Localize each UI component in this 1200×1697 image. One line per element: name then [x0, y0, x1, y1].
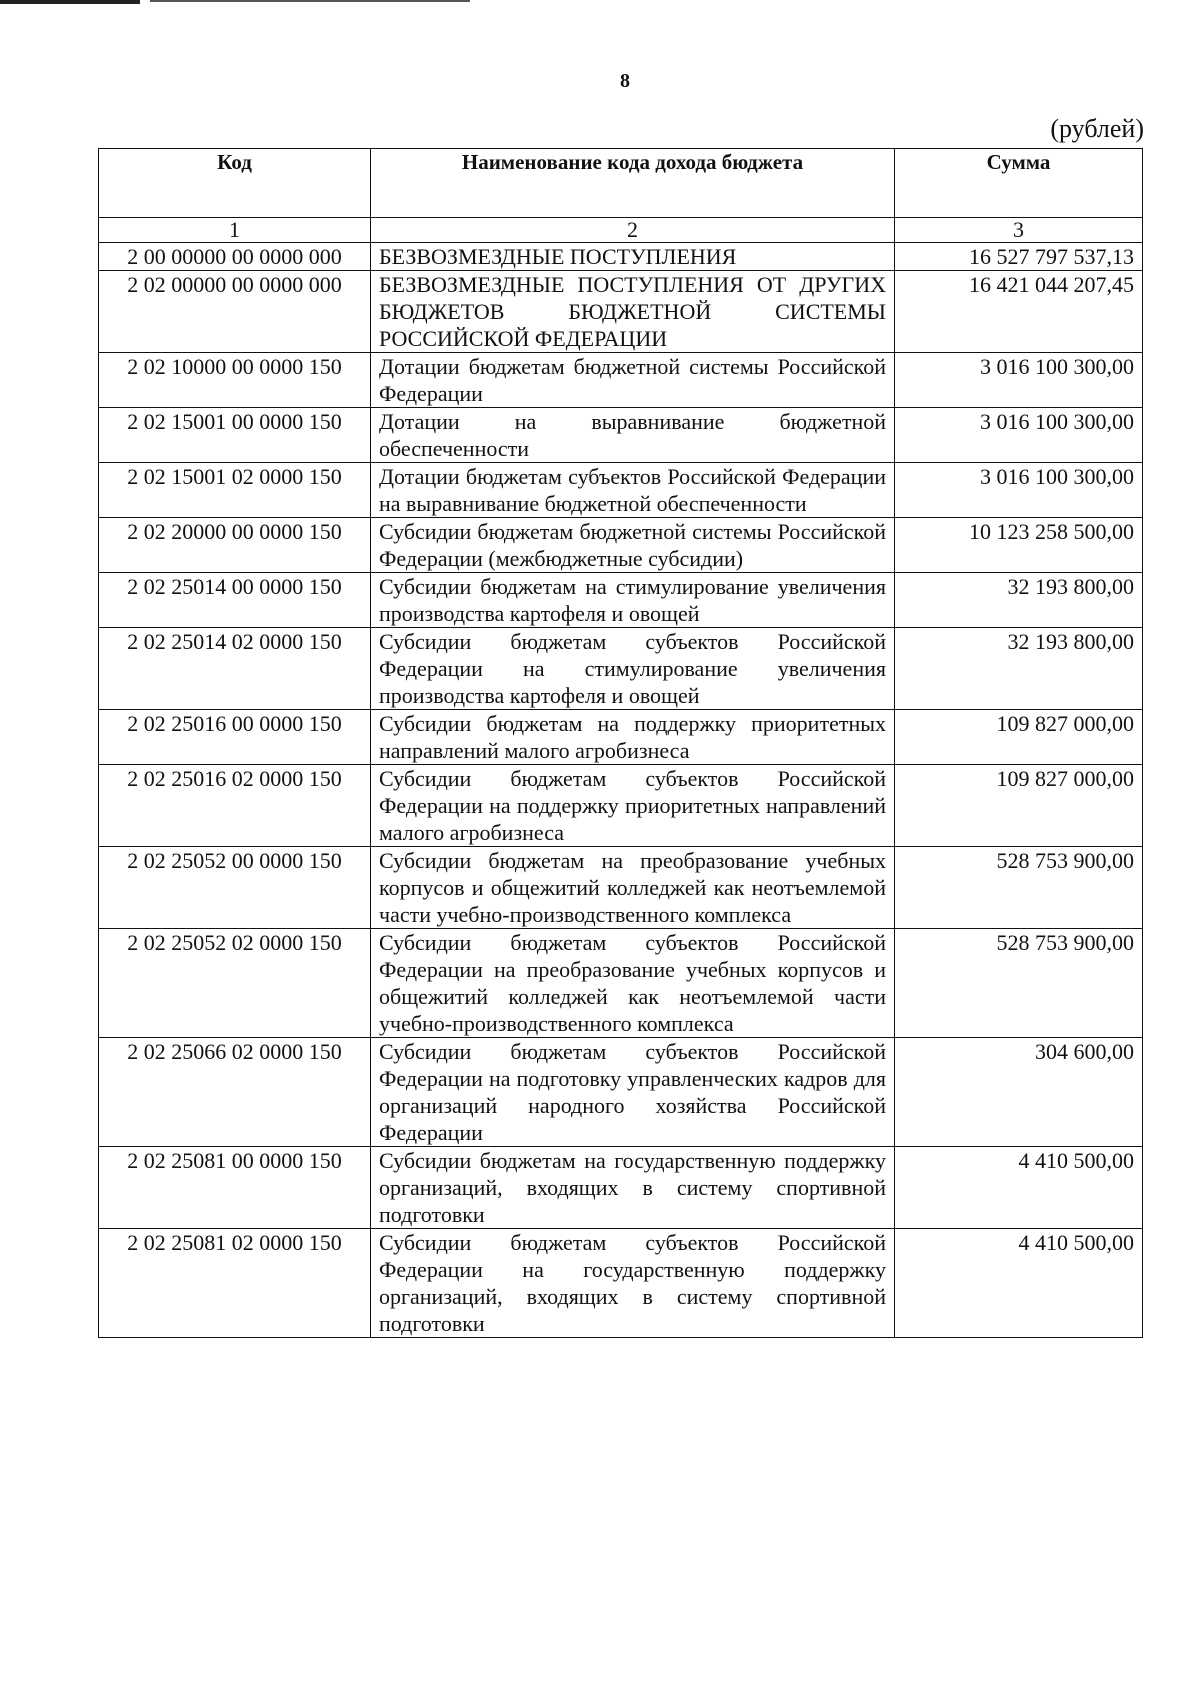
table-row [99, 1038, 1143, 1147]
row-name: БЕЗВОЗМЕЗДНЫЕ ПОСТУПЛЕНИЯ [371, 243, 895, 271]
row-name: Субсидии бюджетам субъектов Российской Федерации на поддержку приоритетных направлений малого агробизнеса [371, 765, 895, 847]
row-name: Дотации бюджетам бюджетной системы Российской Федерации [371, 353, 895, 408]
row-sum: 109 827 000,00 [895, 765, 1143, 847]
row-code: 2 02 00000 00 0000 000 [99, 271, 371, 353]
row-sum: 528 753 900,00 [895, 847, 1143, 929]
header-sum: Сумма [895, 149, 1143, 218]
row-code: 2 02 25081 02 0000 150 [99, 1229, 371, 1338]
row-code: 2 02 25052 02 0000 150 [99, 929, 371, 1038]
row-name: Субсидии бюджетам бюджетной системы Российской Федерации (межбюджетные субсидии) [371, 518, 895, 573]
page-number: 8 [620, 70, 630, 92]
row-code: 2 02 25014 00 0000 150 [99, 573, 371, 628]
row-code: 2 02 15001 02 0000 150 [99, 463, 371, 518]
row-code: 2 02 10000 00 0000 150 [99, 353, 371, 408]
table-row [99, 710, 1143, 765]
row-sum: 3 016 100 300,00 [895, 408, 1143, 463]
column-number: 2 [371, 218, 895, 243]
table-header-row [99, 149, 1143, 218]
scan-artifact [150, 0, 470, 2]
table-row [99, 929, 1143, 1038]
row-sum: 3 016 100 300,00 [895, 463, 1143, 518]
row-sum: 4 410 500,00 [895, 1229, 1143, 1338]
table-row [99, 271, 1143, 353]
row-name: Дотации бюджетам субъектов Российской Федерации на выравнивание бюджетной обеспеченности [371, 463, 895, 518]
table-row [99, 765, 1143, 847]
table-row [99, 1229, 1143, 1338]
row-sum: 4 410 500,00 [895, 1147, 1143, 1229]
row-code: 2 02 25014 02 0000 150 [99, 628, 371, 710]
column-number: 3 [895, 218, 1143, 243]
table-row [99, 463, 1143, 518]
table-row [99, 353, 1143, 408]
units-label: (рублей) [1050, 114, 1144, 143]
row-code: 2 00 00000 00 0000 000 [99, 243, 371, 271]
row-sum: 304 600,00 [895, 1038, 1143, 1147]
row-code: 2 02 20000 00 0000 150 [99, 518, 371, 573]
table-row [99, 573, 1143, 628]
table-row [99, 243, 1143, 271]
scan-artifact [0, 0, 140, 4]
table-row [99, 408, 1143, 463]
row-sum: 16 421 044 207,45 [895, 271, 1143, 353]
row-sum: 10 123 258 500,00 [895, 518, 1143, 573]
row-code: 2 02 25016 02 0000 150 [99, 765, 371, 847]
column-number-row [99, 218, 1143, 243]
row-name: Субсидии бюджетам субъектов Российской Федерации на подготовку управленческих кадров для организаций народного хозяйства Российской Федерации [371, 1038, 895, 1147]
row-sum: 32 193 800,00 [895, 628, 1143, 710]
budget-revenue-table [98, 148, 1143, 1338]
row-code: 2 02 25081 00 0000 150 [99, 1147, 371, 1229]
row-name: Субсидии бюджетам субъектов Российской Федерации на преобразование учебных корпусов и общежитий колледжей как неотъемлемой части учебно-производственного комплекса [371, 929, 895, 1038]
row-sum: 3 016 100 300,00 [895, 353, 1143, 408]
row-name: Субсидии бюджетам на преобразование учебных корпусов и общежитий колледжей как неотъемлемой части учебно-производственного комплекса [371, 847, 895, 929]
row-sum: 16 527 797 537,13 [895, 243, 1143, 271]
row-code: 2 02 25052 00 0000 150 [99, 847, 371, 929]
row-sum: 32 193 800,00 [895, 573, 1143, 628]
row-sum: 528 753 900,00 [895, 929, 1143, 1038]
header-code: Код [99, 149, 371, 218]
row-sum: 109 827 000,00 [895, 710, 1143, 765]
header-name: Наименование кода дохода бюджета [371, 149, 895, 218]
table-row [99, 628, 1143, 710]
row-name: Субсидии бюджетам субъектов Российской Федерации на стимулирование увеличения производства картофеля и овощей [371, 628, 895, 710]
row-name: Субсидии бюджетам субъектов Российской Федерации на государственную поддержку организаций, входящих в систему спортивной подготовки [371, 1229, 895, 1338]
column-number: 1 [99, 218, 371, 243]
row-code: 2 02 25066 02 0000 150 [99, 1038, 371, 1147]
row-code: 2 02 25016 00 0000 150 [99, 710, 371, 765]
row-name: Субсидии бюджетам на государственную поддержку организаций, входящих в систему спортивной подготовки [371, 1147, 895, 1229]
row-name: Дотации на выравнивание бюджетной обеспеченности [371, 408, 895, 463]
table-row [99, 518, 1143, 573]
row-name: БЕЗВОЗМЕЗДНЫЕ ПОСТУПЛЕНИЯ ОТ ДРУГИХ БЮДЖЕТОВ БЮДЖЕТНОЙ СИСТЕМЫ РОССИЙСКОЙ ФЕДЕРАЦИИ [371, 271, 895, 353]
row-code: 2 02 15001 00 0000 150 [99, 408, 371, 463]
row-name: Субсидии бюджетам на стимулирование увеличения производства картофеля и овощей [371, 573, 895, 628]
row-name: Субсидии бюджетам на поддержку приоритетных направлений малого агробизнеса [371, 710, 895, 765]
table-row [99, 1147, 1143, 1229]
table-row [99, 847, 1143, 929]
